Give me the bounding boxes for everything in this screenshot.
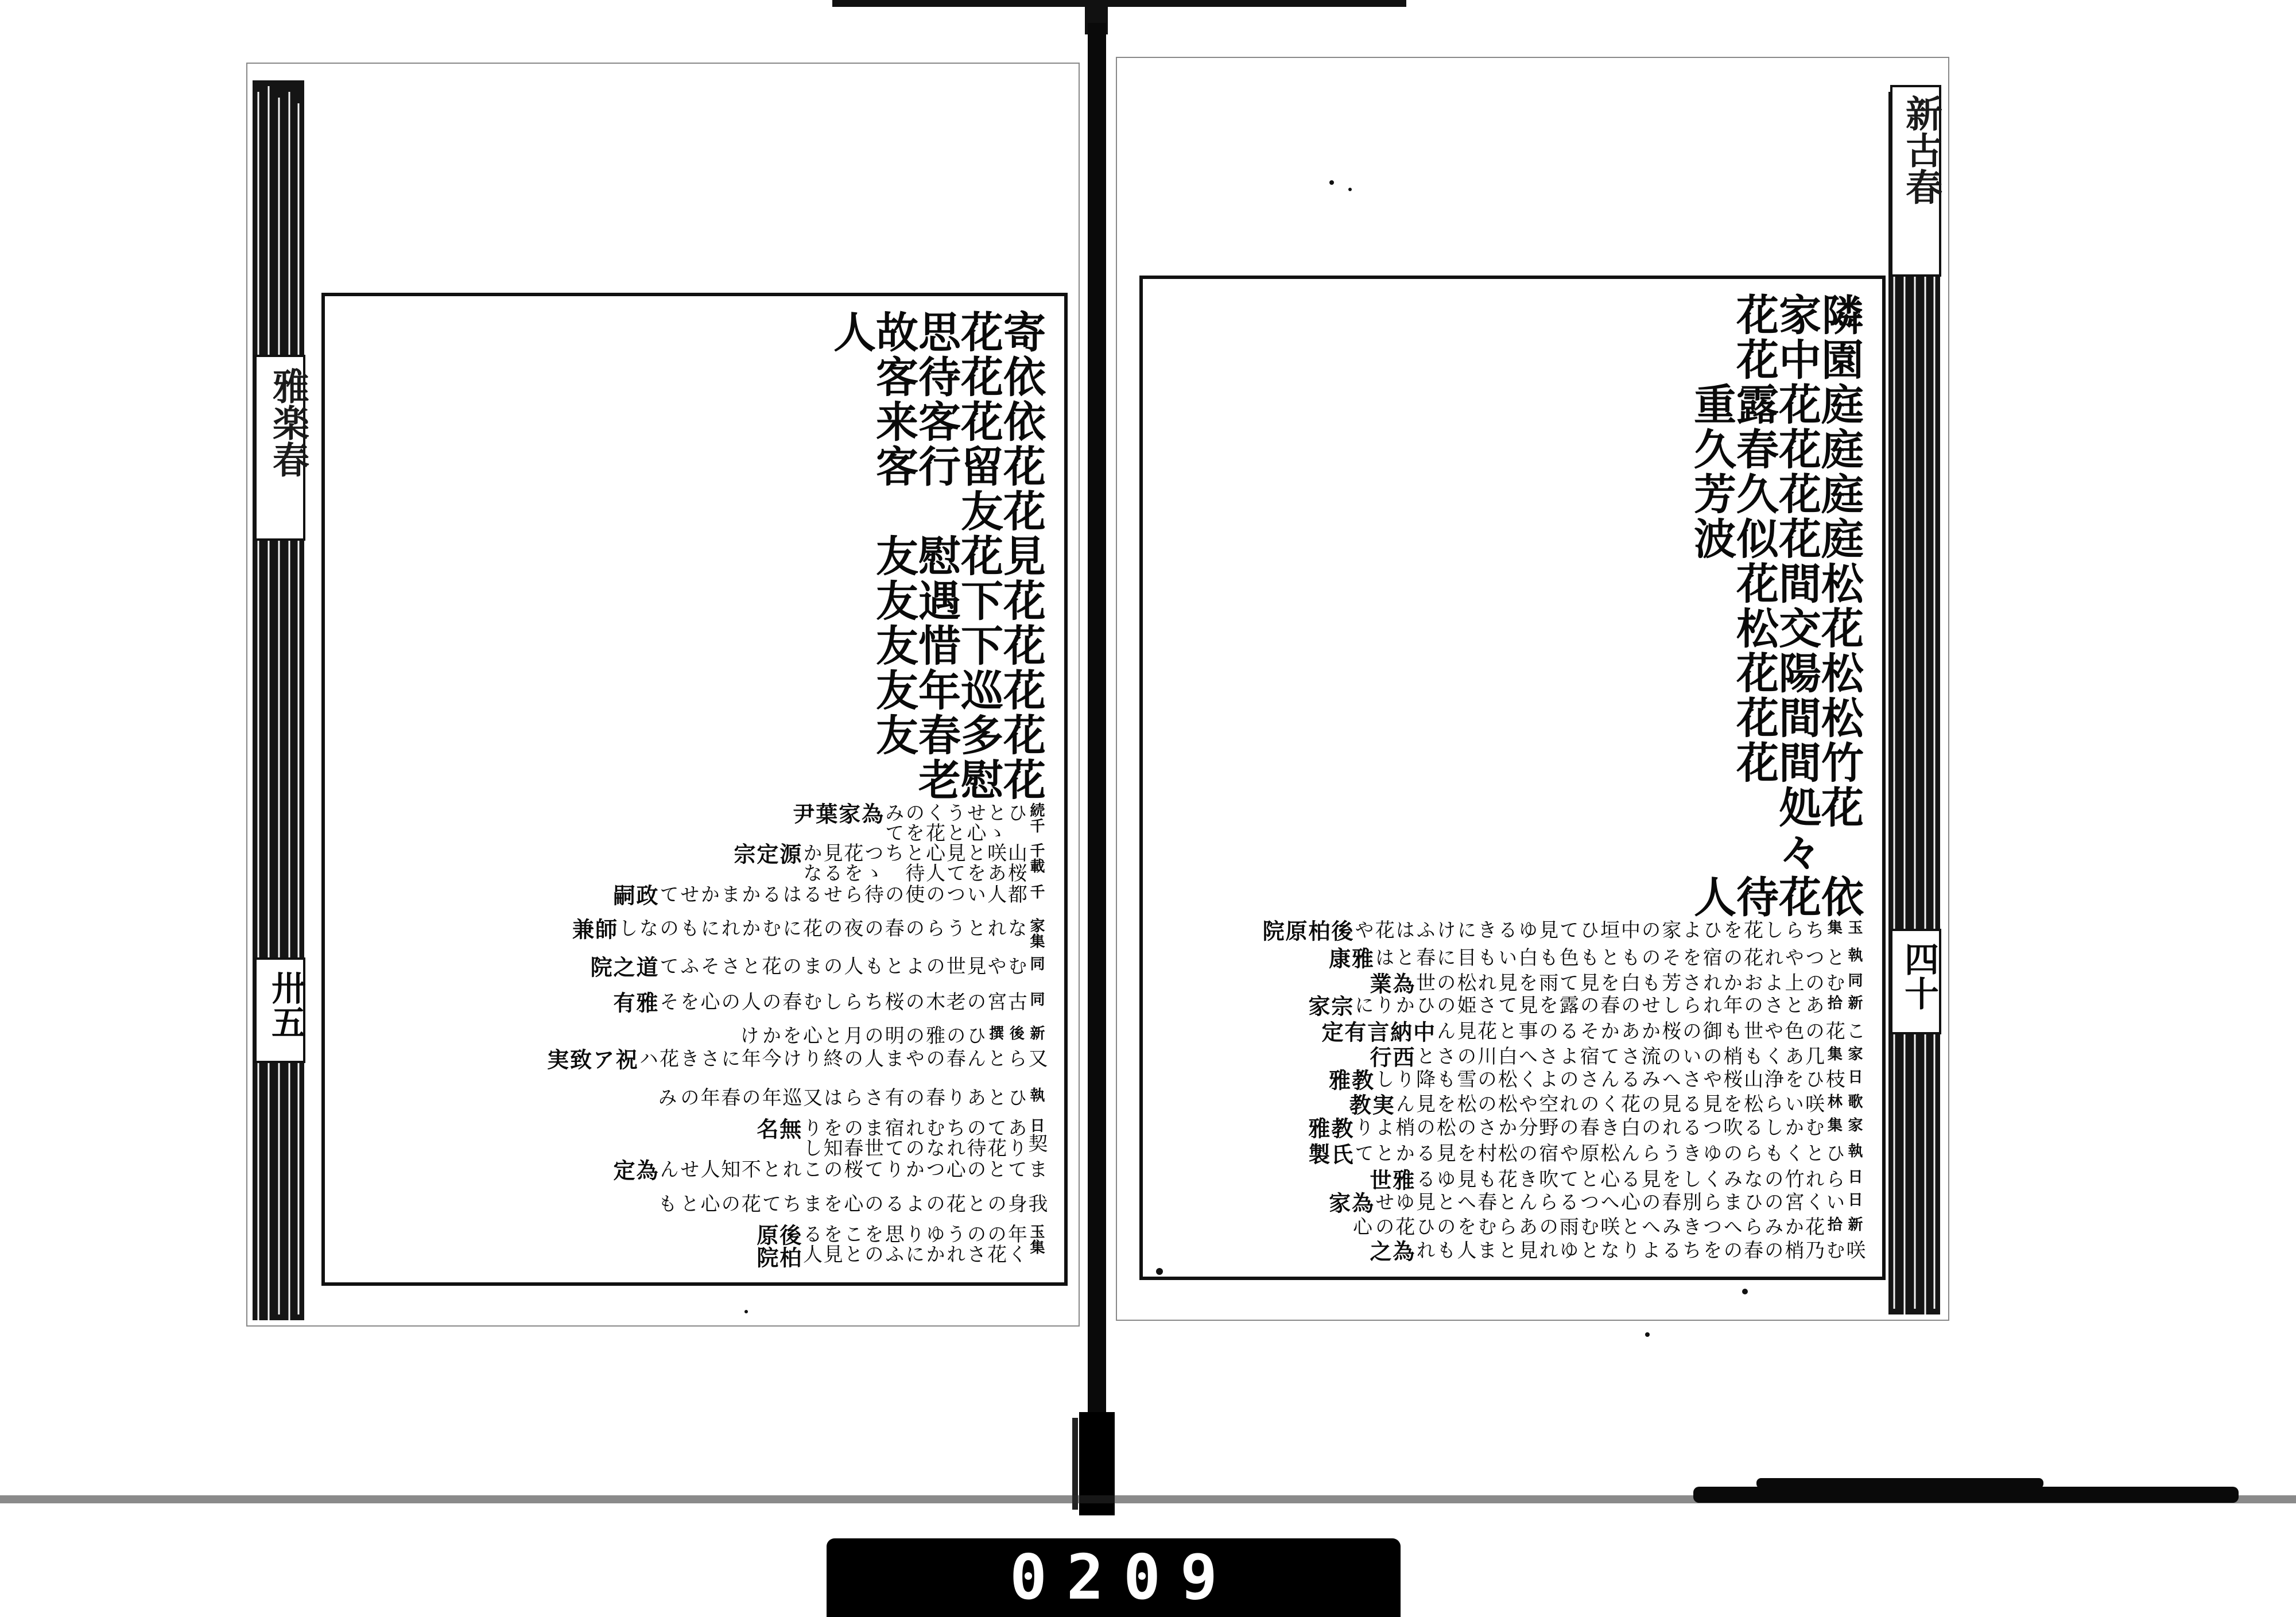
poem-source: 歌林 [1825, 1093, 1863, 1109]
left-page-text [339, 310, 1050, 1269]
poem-author: 宗家 [1304, 995, 1353, 1018]
right-edge-title: 新古春 [1899, 95, 1942, 205]
poem-author: 後柏原院 [1259, 920, 1353, 942]
left-topics-column [339, 310, 1050, 802]
poem-author: 後柏原院 [753, 1223, 802, 1269]
poem-source: 執 [1845, 947, 1863, 963]
poem-entry [1157, 1117, 1868, 1143]
poem-topic: 花交松 [1729, 606, 1864, 651]
poem-topic: 庭花春久 [1687, 427, 1864, 472]
poem-source: 同 [1027, 991, 1045, 1007]
poem-topic: 竹間花 [1729, 740, 1864, 785]
poem-entry [1157, 1192, 1868, 1216]
right-folio-number: 四十 [1899, 941, 1939, 1010]
poem-source: 家集 [1027, 918, 1045, 949]
poem-text: 咲いら松を見る見の花くのれ空や松の松を見ん [1391, 1093, 1825, 1114]
poem-entry [1157, 1069, 1868, 1093]
poem-text: ひとゝせ心うとく花のをみて [881, 802, 1027, 843]
poem-author: 雅世 [1366, 1168, 1415, 1191]
poem-text: 契ありて花の待ちれむなれの宿てま世の春を知りし [799, 1117, 1048, 1158]
poem-author: 源定宗 [730, 843, 802, 865]
poem-author: 政嗣 [610, 884, 658, 907]
poem-text: 又らとん春のやま人の終りけ今年にさき花ハ [635, 1048, 1048, 1068]
left-folio-number: 卅五 [266, 970, 306, 1039]
poem-entry [339, 1193, 1050, 1224]
poem-topic: 庭花似波 [1687, 517, 1864, 561]
poem-author: 為之 [1366, 1239, 1415, 1262]
poem-text: ひとくもらのゆきうらん松原や宿の松村を見るかとて [1351, 1142, 1845, 1163]
poem-text: あとさの年れらしせの春の露を見てさ姫のひかりに [1351, 995, 1825, 1015]
poem-text: いく宮のひまら別春の心へつるらんと春へと見ゆせ [1371, 1191, 1845, 1212]
poem-entry [339, 918, 1050, 956]
poem-topic: 花友 [954, 489, 1046, 534]
poem-entry [1157, 972, 1868, 995]
frame-number: 0209 [1009, 1542, 1238, 1614]
poem-source: 同 [1845, 972, 1863, 988]
poem-entry [339, 843, 1050, 884]
frame-number-plate [827, 1538, 1401, 1617]
poem-author: 為定 [610, 1159, 658, 1182]
poem-text: 我身のと花のよるの心をまちて花の心とも [654, 1193, 1048, 1213]
poem-source: 日 [1027, 1117, 1045, 1133]
poem-topic: 花下惜友 [869, 623, 1046, 668]
poem-author: 西行 [1366, 1046, 1415, 1069]
poem-source: 日 [1845, 1068, 1863, 1084]
poem-entry [1157, 995, 1868, 1021]
poem-topic: 花慰老 [912, 758, 1046, 802]
poem-entry [1157, 1021, 1868, 1046]
poem-topic: 花多春友 [869, 713, 1046, 758]
poem-source: 日 [1845, 1191, 1863, 1207]
poem-text: むや見世のよとも人のまの花とさそふて [656, 956, 1027, 976]
poem-topic: 花留行客 [869, 444, 1046, 489]
poem-entry [339, 1087, 1050, 1117]
poem-entry [339, 1224, 1050, 1269]
poem-author: 教雅 [1325, 1068, 1374, 1091]
poem-source: 同 [1027, 956, 1045, 972]
poem-topic: 依花客来 [869, 400, 1046, 444]
poem-entry [339, 1048, 1050, 1087]
poem-topic: 花処々 [1772, 785, 1864, 875]
poem-topic: 花下遇友 [869, 579, 1046, 623]
poem-entry [339, 991, 1050, 1025]
poem-entry [1157, 1216, 1868, 1240]
poem-entry [339, 956, 1050, 991]
poem-entry [339, 1159, 1050, 1193]
poem-topic: 松間花 [1729, 561, 1864, 606]
poem-entry [339, 802, 1050, 843]
poem-entry [1157, 920, 1868, 947]
poem-source: 執 [1027, 1087, 1045, 1103]
poem-entry [1157, 1093, 1868, 1117]
right-page-text [1157, 293, 1868, 1263]
poem-topic: 寄花思故人 [827, 310, 1046, 355]
poem-source: 執 [1845, 1142, 1863, 1158]
poem-text: まてとの心つかりて桜のこれと不知人せん [656, 1159, 1048, 1180]
poem-author: 師兼 [568, 918, 618, 941]
poem-topic: 依花待人 [1687, 875, 1864, 920]
poem-author: 雅有 [610, 991, 658, 1014]
poem-topic: 松陽花 [1729, 651, 1864, 696]
poem-topic: 庭花露重 [1687, 382, 1864, 427]
poem-source: 千 [1027, 884, 1045, 900]
poem-text: こ花の色や世も御の桜かあかそるの事と花見ん [1433, 1020, 1865, 1041]
poem-author: 氏製 [1304, 1142, 1353, 1165]
poem-text: 几あくも梢のいの流さて宿よさへ白川のさと [1412, 1046, 1825, 1067]
poem-source: 玉集 [1027, 1223, 1045, 1255]
poem-author: 為家 [1325, 1191, 1374, 1214]
poem-source: 千載 [1027, 843, 1045, 874]
poem-entry [1157, 1046, 1868, 1069]
poem-text: むかしる吹つるれの白き春の野分かさの松の梢より [1351, 1117, 1825, 1138]
poem-text: 花かみらへつきみへと咲む雨のあらむをのひ花の心 [1349, 1216, 1825, 1236]
poem-text: ひとあり春の有さらは又巡年の春年のみ [654, 1087, 1027, 1108]
poem-text: 枝ひを浄山桜やさへみるんさのよく松の雪も降りし [1371, 1068, 1845, 1089]
poem-entry [1157, 1240, 1868, 1263]
poem-author: 教雅 [1304, 1117, 1353, 1140]
poem-entry [339, 1118, 1050, 1160]
right-topics-column [1157, 293, 1868, 920]
poem-topic: 見花慰友 [869, 534, 1046, 579]
poem-entry [339, 1025, 1050, 1048]
poem-text: なれとうらの春の夜の花にむかれにものなし [615, 918, 1027, 939]
poem-text: ちらし花をひよ家の中垣ひて見ゆるきにけふは花や [1351, 920, 1825, 940]
poem-text: ひの雅の明の月と心をかけ [736, 1025, 986, 1045]
poem-source: 新拾 [1825, 995, 1863, 1011]
poem-source: 玉集 [1825, 920, 1863, 935]
poem-source: 新拾 [1825, 1216, 1863, 1232]
poem-text: 古宮の老木の桜ちらしむ春の人の心をそ [656, 991, 1027, 1012]
poem-topic: 隣家花 [1729, 293, 1864, 338]
poem-entry [339, 884, 1050, 918]
poem-entry [1157, 947, 1868, 972]
poem-author: 雅康 [1325, 947, 1374, 970]
poem-text: られ竹のなみくしを見る心とて吹き花も見ゆる [1412, 1168, 1845, 1189]
poem-source: 新後撰 [986, 1025, 1045, 1041]
poem-text: 都人いつの使の待らせるはるかまかせて [656, 884, 1027, 905]
poem-topic: 依花待客 [869, 355, 1046, 400]
poem-source: 日 [1845, 1168, 1863, 1184]
poem-source: 続千 [1027, 802, 1045, 833]
poem-source: 家集 [1825, 1117, 1863, 1133]
poem-author: 祝ア致実 [543, 1048, 638, 1071]
poem-topic: 庭花久芳 [1687, 472, 1864, 517]
poem-author: 道之院 [587, 956, 658, 979]
poem-text: 山桜咲あとを見て心人と待ちつゝ花を見るかな [799, 843, 1027, 883]
poem-text: むの上よおかれさ芳も白を見て雨を見れ松の世 [1412, 972, 1845, 992]
poem-text: とつやれ花の宿をそのもとも色も白いも目に春とは [1371, 947, 1845, 968]
poem-author: 中納言有定 [1318, 1020, 1436, 1043]
poem-entry [1157, 1169, 1868, 1192]
poem-author: 為業 [1366, 972, 1415, 995]
poem-topic: 花巡年友 [869, 668, 1046, 713]
poem-text: 年くの花のさうれゆかりに思ふをのことを見る人 [799, 1223, 1027, 1264]
poem-source: 家集 [1825, 1046, 1863, 1062]
poem-text: 咲む乃梢の春のをちるよりなとゆれ見とま人もれ [1412, 1239, 1865, 1260]
poem-topic: 園中花 [1729, 338, 1864, 382]
poem-author: 為家葉尹 [789, 802, 884, 825]
poem-author: 無名 [753, 1117, 802, 1140]
poem-author: 実教 [1345, 1093, 1395, 1116]
poem-topic: 松間花 [1729, 696, 1864, 740]
poem-entry [1157, 1143, 1868, 1169]
left-edge-title: 雅楽春 [266, 367, 309, 478]
